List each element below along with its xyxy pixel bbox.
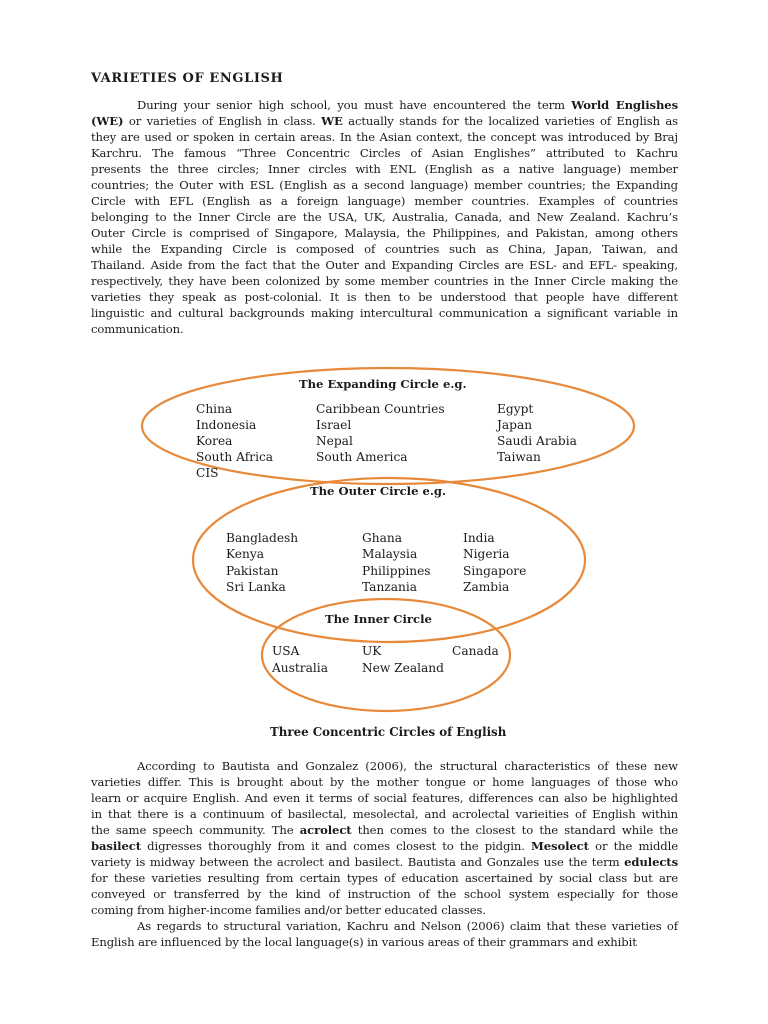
text-run: During your senior high school, you must have encountered the term bbox=[137, 98, 572, 112]
text-line bbox=[91, 934, 678, 950]
country-item: Bangladesh bbox=[226, 531, 299, 545]
text-line bbox=[91, 273, 678, 289]
text-line bbox=[91, 257, 678, 273]
country-item: Nepal bbox=[316, 434, 353, 448]
text-run: for these varieties resulting from certain types of education ascertained by social class but are bbox=[91, 871, 678, 885]
country-item: South America bbox=[316, 450, 408, 464]
country-item: Indonesia bbox=[196, 418, 257, 432]
country-item: Saudi Arabia bbox=[497, 434, 577, 448]
text-line bbox=[91, 129, 678, 145]
bold-term: acrolect bbox=[299, 823, 352, 837]
country-item: CIS bbox=[196, 466, 219, 480]
country-item: Singapore bbox=[463, 563, 527, 578]
text-run: belonging to the Inner Circle are the USA, UK, Australia, Canada, and New Zealand. Kachru’s bbox=[91, 210, 678, 224]
country-item: Canada bbox=[452, 644, 499, 658]
text-line bbox=[91, 289, 678, 305]
text-run: respectively, they have been colonized by some member countries in the Inner Circle making the bbox=[91, 274, 678, 288]
text-line bbox=[91, 193, 678, 209]
text-line bbox=[91, 854, 678, 870]
text-line bbox=[91, 241, 678, 257]
text-run: they are used or spoken in certain areas. In the Asian context, the concept was introduced by Braj bbox=[91, 130, 678, 144]
text-line bbox=[91, 790, 678, 806]
text-line bbox=[91, 209, 678, 225]
text-line bbox=[91, 822, 678, 838]
text-line bbox=[91, 113, 678, 129]
country-item: Australia bbox=[272, 660, 328, 675]
text-run: communication. bbox=[91, 322, 184, 336]
country-item: Ghana bbox=[362, 531, 402, 545]
bold-term: basilect bbox=[91, 839, 141, 853]
country-item: New Zealand bbox=[362, 660, 444, 675]
bold-term: (WE) bbox=[91, 114, 124, 128]
text-run: According to Bautista and Gonzalez (2006), the structural characteristics of these new bbox=[137, 759, 678, 773]
text-run: presents the three circles; Inner circles with ENL (English as a native language) member bbox=[91, 162, 678, 176]
text-run: countries; the Outer with ESL (English as a second language) member countries; the Expanding bbox=[91, 178, 678, 192]
country-item: Nigeria bbox=[463, 547, 510, 562]
country-item: India bbox=[463, 531, 495, 545]
text-run: Karchru. The famous “Three Concentric Circles of Asian Englishes” attributed to Kachru bbox=[91, 146, 678, 160]
text-run: Thailand. Aside from the fact that the Outer and Expanding Circles are ESL- and EFL- speaking, bbox=[91, 258, 678, 272]
text-line bbox=[91, 177, 678, 193]
country-item: Korea bbox=[196, 434, 233, 448]
text-run: actually stands for the localized varieties of English as bbox=[342, 114, 678, 128]
text-run: linguistic and cultural backgrounds making intercultural communication a significant variable in bbox=[91, 306, 678, 320]
country-item: Kenya bbox=[226, 547, 264, 562]
country-item: Zambia bbox=[463, 579, 510, 594]
text-line bbox=[91, 758, 678, 774]
expanding-circle-label: The Expanding Circle e.g. bbox=[299, 377, 467, 391]
text-run: digresses thoroughly from it and comes closest to the pidgin. bbox=[140, 839, 532, 853]
country-item: Israel bbox=[316, 418, 352, 432]
text-line bbox=[91, 321, 678, 337]
text-line bbox=[91, 305, 678, 321]
text-line bbox=[91, 838, 678, 854]
text-line bbox=[91, 774, 678, 790]
text-run: Circle with EFL (English as a foreign language) member countries. Examples of countries bbox=[91, 194, 678, 208]
text-line bbox=[91, 886, 678, 902]
text-line bbox=[91, 806, 678, 822]
text-line bbox=[91, 902, 678, 918]
text-run: varieties they speak as post-colonial. It is then to be understood that people have different bbox=[91, 290, 678, 304]
text-run: or the middle bbox=[588, 839, 678, 853]
country-item: UK bbox=[362, 644, 382, 658]
country-item: Taiwan bbox=[497, 450, 541, 464]
text-run: As regards to structural variation, Kachru and Nelson (2006) claim that these varieties of bbox=[137, 919, 678, 933]
text-run: English are influenced by the local language(s) in various areas of their grammars and exhibit bbox=[91, 935, 637, 949]
inner-circle-label: The Inner Circle bbox=[325, 612, 432, 626]
text-line bbox=[91, 161, 678, 177]
country-item: China bbox=[196, 402, 233, 416]
country-item: Malaysia bbox=[362, 547, 418, 562]
country-item: Philippines bbox=[362, 563, 431, 578]
text-line bbox=[91, 870, 678, 886]
bautista-paragraph bbox=[91, 758, 678, 918]
country-item: USA bbox=[272, 644, 300, 658]
text-run: conveyed or transferred by the kind of instruction of the school system especially for those bbox=[91, 887, 678, 901]
country-item: Tanzania bbox=[362, 579, 417, 594]
text-line bbox=[91, 145, 678, 161]
text-run: coming from higher-income families and/or better educated classes. bbox=[91, 903, 486, 917]
diagram-caption: Three Concentric Circles of English bbox=[270, 725, 507, 739]
country-item: South Africa bbox=[196, 450, 274, 464]
bold-term: World Englishes bbox=[571, 98, 678, 112]
text-run: Outer Circle is comprised of Singapore, Malaysia, the Philippines, and Pakistan, among others bbox=[91, 226, 678, 240]
text-run: variety is midway between the acrolect and basilect. Bautista and Gonzales use the term bbox=[91, 855, 625, 869]
structural-variation-paragraph bbox=[91, 918, 678, 950]
bold-term: WE bbox=[321, 114, 343, 128]
text-run: then comes to the closest to the standard while the bbox=[351, 823, 678, 837]
text-run: varieties differ. This is brought about by the mother tongue or home languages of those who bbox=[91, 775, 678, 789]
text-run: the same speech community. The bbox=[91, 823, 300, 837]
country-item: Sri Lanka bbox=[226, 579, 286, 594]
text-run: while the Expanding Circle is composed of countries such as China, Japan, Taiwan, and bbox=[91, 242, 678, 256]
text-run: learn or acquire English. And even it terms of social features, differences can also be highlighted bbox=[91, 791, 678, 805]
text-run: in that there is a continuum of basilectal, mesolectal, and acrolectal varieities of English within bbox=[91, 807, 678, 821]
bold-term: Mesolect bbox=[531, 839, 589, 853]
concentric-circles-diagram bbox=[0, 360, 768, 730]
section-heading: VARIETIES OF ENGLISH bbox=[91, 71, 284, 86]
text-line bbox=[91, 97, 678, 113]
country-item: Pakistan bbox=[226, 563, 279, 578]
text-run: or varieties of English in class. bbox=[123, 114, 322, 128]
bold-term: edulects bbox=[624, 855, 678, 869]
text-line bbox=[91, 225, 678, 241]
country-item: Caribbean Countries bbox=[316, 402, 445, 416]
country-item: Egypt bbox=[497, 402, 534, 416]
text-line bbox=[91, 918, 678, 934]
country-item: Japan bbox=[497, 418, 533, 432]
intro-paragraph bbox=[91, 97, 678, 337]
outer-circle-label: The Outer Circle e.g. bbox=[310, 484, 447, 498]
